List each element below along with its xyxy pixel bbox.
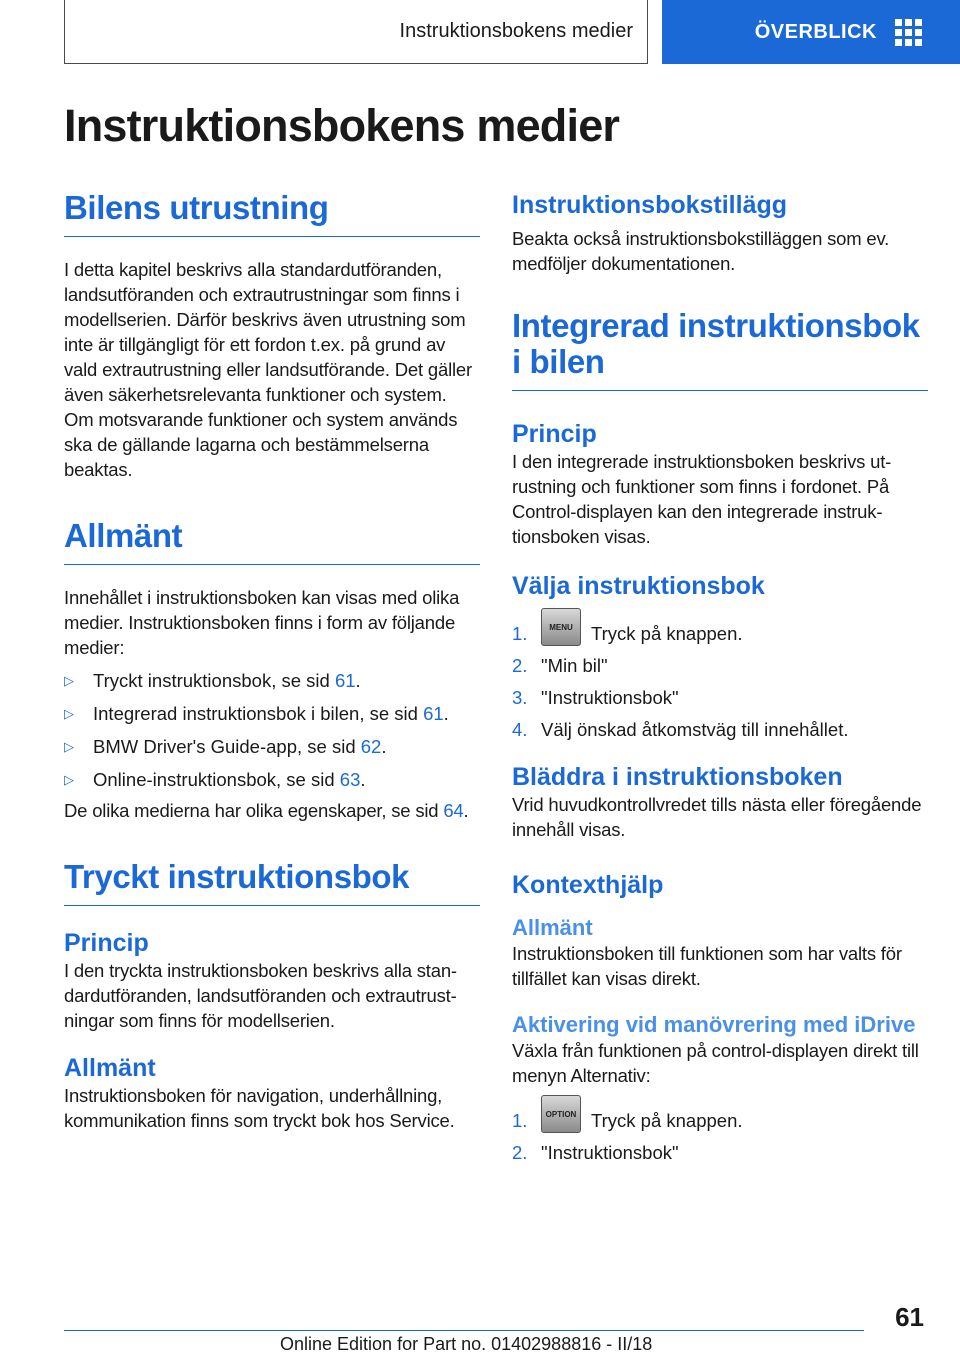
paragraph-kontext-allmant: Instruktionsboken till funktionen som har valts för tillfället kan visas direkt. <box>512 943 902 989</box>
step-item: 2. "Min bil" <box>512 655 608 676</box>
subheading-princip: Princip <box>512 420 597 448</box>
step-item: 3. "Instruktionsbok" <box>512 687 679 708</box>
paragraph-allmant-intro: Innehållet i instruktionsboken kan visas med olika medier. Instruktionsboken finns i form av följande medier: <box>64 587 460 658</box>
page-link[interactable]: 64 <box>443 800 464 821</box>
triangle-bullet-icon: ▷ <box>64 706 74 721</box>
paragraph-allmant-outro: De olika medierna har olika egenskaper, se sid 64. <box>64 800 469 821</box>
heading-instruktionsbokstillagg: Instruktionsbokstillägg <box>512 191 788 219</box>
menu-button-icon[interactable]: MENU <box>541 608 581 646</box>
footer-divider <box>64 1330 864 1331</box>
page-link[interactable]: 63 <box>339 769 361 790</box>
subheading-aktivering: Aktivering vid manövrering med iDrive <box>512 1012 916 1037</box>
heading-bilens-utrustning: Bilens utrustning <box>64 190 480 237</box>
triangle-bullet-icon: ▷ <box>64 739 74 754</box>
list-item: ▷ Integrerad instruktionsbok i bilen, se sid 61. <box>64 703 449 724</box>
paragraph-tryckt-allmant: Instruktionsboken för navigation, underhållning, kommunikation finns som tryckt bok hos Service. <box>64 1085 455 1131</box>
paragraph-integrerad-princip: I den integrerade instruktionsboken beskrivs utrustning och funktioner som finns i fordonet. På Control-displayen kan den integrerade instruktionsboken visas. <box>512 451 892 547</box>
right-column <box>512 190 928 1165</box>
paragraph-bilens-utrustning: I detta kapitel beskrivs alla standardutföranden, landsutföranden och extrautrustningar som finns i modellserien. Därför beskrivs även utrustning som inte är tillgängligt för ett fordon t.ex. på grund av vald extrautrustning eller landsutförande. Det gäller även säkerhetsrelevanta funktioner och system. Om motsvarande funktioner och system används ska de gällande lagarna och bestämmelserna beaktas. <box>64 259 472 480</box>
step-item: 2. "Instruktionsbok" <box>512 1142 679 1163</box>
list-item: ▷ BMW Driver's Guide-app, se sid 62. <box>64 736 387 757</box>
left-column <box>64 190 480 1133</box>
subheading-bladdra: Bläddra i instruktionsboken <box>512 763 843 791</box>
subheading-valja-instruktionsbok: Välja instruktionsbok <box>512 572 765 600</box>
triangle-bullet-icon: ▷ <box>64 673 74 688</box>
header-section <box>64 0 648 64</box>
page-link[interactable]: 61 <box>334 670 356 691</box>
page-title: Instruktionsbokens medier <box>64 100 620 151</box>
paragraph-princip: I den tryckta instruktionsboken beskrivs alla standardutföranden, landsutföranden och extrautrustningar som finns för modellserien. <box>64 960 458 1031</box>
overview-tab[interactable] <box>662 0 960 64</box>
header-section-label: Instruktionsbokens medier <box>399 20 633 42</box>
list-item: ▷ Online-instruktionsbok, se sid 63. <box>64 769 366 790</box>
option-button-icon[interactable]: OPTION <box>541 1095 581 1133</box>
footer-edition: Online Edition for Part no. 01402988816 - II/18 <box>280 1334 653 1354</box>
page-link[interactable]: 61 <box>423 703 444 724</box>
heading-integrerad-instruktionsbok: Integrerad instruktionsbok i bilen <box>512 308 928 391</box>
subheading-kontexthjalp: Kontexthjälp <box>512 871 664 899</box>
subheading-allmant: Allmänt <box>512 915 593 940</box>
paragraph-instruktionsbokstillagg: Beakta också instruktionsbokstilläggen som ev. medföljer dokumentationen. <box>512 228 890 274</box>
list-item: ▷ Tryckt instruktionsbok, se sid 61. <box>64 670 361 691</box>
overview-tab-label: ÖVERBLICK <box>754 20 877 43</box>
page-number: 61 <box>895 1302 924 1332</box>
heading-tryckt-instruktionsbok: Tryckt instruktionsbok <box>64 859 480 906</box>
heading-allmant: Allmänt <box>64 518 480 565</box>
paragraph-bladdra: Vrid huvudkontrollvredet tills nästa eller föregående innehåll visas. <box>512 794 922 840</box>
step-item: 1. MENU Tryck på knappen. <box>512 608 928 646</box>
step-item: 1. OPTION Tryck på knappen. <box>512 1095 928 1133</box>
subheading-princip: Princip <box>64 929 149 957</box>
grid-icon <box>895 19 922 46</box>
subheading-allmant: Allmänt <box>64 1054 156 1082</box>
triangle-bullet-icon: ▷ <box>64 772 74 787</box>
step-item: 4. Välj önskad åtkomstväg till innehållet. <box>512 719 849 740</box>
page-link[interactable]: 62 <box>360 736 382 757</box>
paragraph-aktivering: Växla från funktionen på control-displayen direkt till menyn Alternativ: <box>512 1040 919 1086</box>
